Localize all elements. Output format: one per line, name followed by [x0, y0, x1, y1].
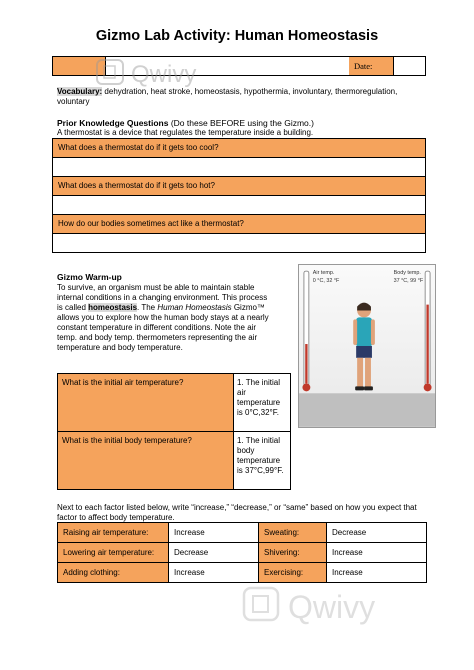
air-thermometer-icon — [302, 271, 310, 391]
air-temp-value: 0 °C, 32 °F — [312, 277, 340, 284]
table-row — [58, 543, 426, 563]
factor-answer[interactable]: Increase — [332, 548, 363, 557]
initial-air-question: What is the initial air temperature? — [58, 374, 234, 431]
question-text: What does a thermostat do if it gets too hot? — [53, 177, 425, 196]
factor-label: Lowering air temperature: — [58, 543, 169, 562]
initial-air-answer[interactable]: 1. The initial air temperature is 0°C,32°F. — [237, 378, 281, 417]
table-row — [58, 563, 426, 582]
homeostasis-term: homeostasis — [88, 303, 138, 312]
factor-label: Shivering: — [259, 543, 327, 562]
vocabulary-section — [57, 87, 431, 107]
gizmo-simulation-image — [298, 264, 436, 428]
factor-answer[interactable]: Increase — [332, 568, 363, 577]
body-temp-value: 37 °C, 99 °F — [393, 277, 424, 284]
factor-label: Sweating: — [259, 523, 327, 542]
body-temp-label: Body temp. — [393, 270, 421, 277]
date-label: Date: — [349, 57, 394, 75]
question-row — [53, 177, 425, 215]
warm-up-text: To survive, an organism must be able to maintain stable internal conditions in a changing environment. This process is called — [57, 283, 268, 312]
human-figure-icon — [353, 303, 375, 391]
factors-table — [57, 522, 427, 583]
factor-label: Raising air temperature: — [58, 523, 169, 542]
qwivy-watermark-logo — [95, 56, 230, 88]
warm-up-text: Gizmo™ allows you to explore how the human body stays at a nearly constant temperature in different conditions. Note the air temp. and body temp. thermometers representing the air temperature and body temperature. — [57, 303, 269, 352]
initial-values-table — [57, 373, 291, 490]
factors-intro: Next to each factor listed below, write “increase,” “decrease,” or “same” based on how you expect that factor to affect body temperature. — [57, 503, 417, 522]
page-title: Gizmo Lab Activity: Human Homeostasis — [95, 28, 379, 44]
question-text: What does a thermostat do if it gets too cool? — [53, 139, 425, 158]
prior-knowledge-table — [52, 138, 426, 253]
warm-up-title: Gizmo Warm-up — [57, 272, 122, 282]
table-row — [58, 374, 290, 432]
body-thermometer-icon — [424, 271, 432, 391]
factor-answer[interactable]: Increase — [169, 563, 259, 582]
answer-field[interactable] — [53, 234, 425, 252]
qwivy-watermark-logo — [240, 582, 420, 626]
question-row — [53, 139, 425, 177]
factor-answer[interactable]: Increase — [169, 523, 259, 542]
air-temp-label: Air temp. — [312, 270, 335, 277]
table-row — [58, 523, 426, 543]
vocabulary-label: Vocabulary: — [57, 87, 103, 96]
gizmo-name: Human Homeostasis — [157, 303, 232, 312]
svg-text:Qwivy: Qwivy — [131, 61, 197, 88]
svg-text:Qwivy: Qwivy — [288, 589, 376, 625]
factor-label: Adding clothing: — [58, 563, 169, 582]
warm-up-paragraph — [57, 283, 271, 353]
warm-up-text: . The — [137, 303, 158, 312]
initial-body-question: What is the initial body temperature? — [58, 432, 234, 489]
prior-knowledge-note: (Do these BEFORE using the Gizmo.) — [168, 118, 314, 128]
factor-answer[interactable]: Decrease — [332, 528, 367, 537]
initial-body-answer[interactable]: 1. The initial body temperature is 37°C,99°F. — [237, 436, 284, 475]
answer-field[interactable] — [53, 158, 425, 177]
question-text: How do our bodies sometimes act like a thermostat? — [53, 215, 425, 234]
vocabulary-terms: dehydration, heat stroke, homeostasis, hypothermia, involuntary, thermoregulation, voluntary — [57, 87, 398, 106]
factor-label: Exercising: — [259, 563, 327, 582]
answer-field[interactable] — [53, 196, 425, 215]
table-row — [58, 432, 290, 489]
prior-knowledge-intro: A thermostat is a device that regulates the temperature inside a building. — [57, 128, 314, 137]
question-row — [53, 215, 425, 252]
factor-answer[interactable]: Decrease — [169, 543, 259, 562]
prior-knowledge-heading — [57, 118, 314, 128]
prior-knowledge-title: Prior Knowledge Questions — [57, 118, 169, 128]
